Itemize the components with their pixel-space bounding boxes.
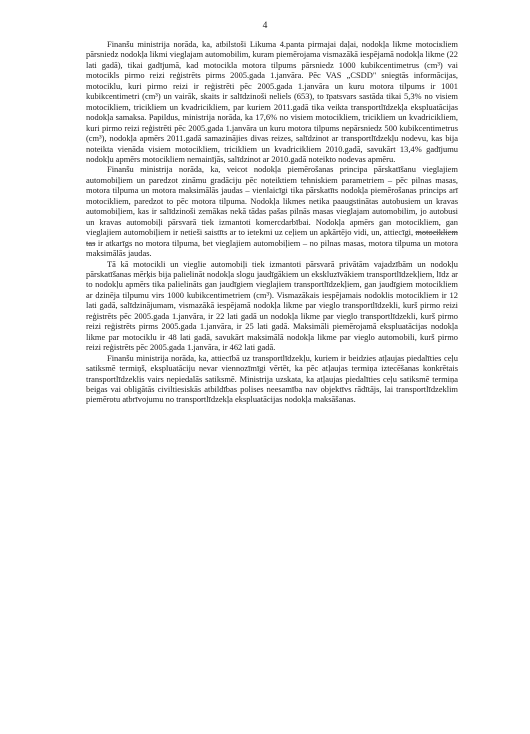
page-number: 4 <box>262 21 268 31</box>
paragraph-text-after: ir atkarīgs no motora tilpuma, bet vieglajiem automobiļiem – no pilnas masas, motora tilpuma un motora maksimālās jaudas. <box>86 237 458 259</box>
paragraph-text-before: Finanšu ministrija norāda, ka, veicot nodokļa piemērošanas principa pārskatīšanu vieglajiem automobiļiem un paredzot zināmu gradāciju pēc noteiktiem tehniskiem parametriem – pēc pilnas masas, motora tilpuma un motora maksimālās jaudas – vienlaicīgi tika pārskatīts nodokļa piemērošanas princips arī motocikliem, paredzot to pēc motora tilpuma. Nodokļa likmes netika paaugstinātas autobusiem un kravas automobiļiem, kas ir salīdzinoši zemākas nekā tādas pašas pilnās masas vieglajam automobilim, jo autobusi un kravas automobiļi pārsvarā tiek izmantoti komercdarbībai. Nodokļa apmērs gan motocikliem, gan vieglajiem automobiļiem ir netieši saistīts ar to ietekmi uz ceļiem un apkārtējo vidi, un, attiecīgi, <box>86 164 458 238</box>
paragraph-permit-expiry: Finanšu ministrija norāda, ka, attiecībā uz transportlīdzekļu, kuriem ir beidzies atļaujas piedalīties ceļu satiksmē termiņš, ekspluatāciju nevar viennozīmīgi vērtēt, ka pēc atļaujas termiņa iztecēšanas konkrētais transportlīdzeklis vairs nepiedalās satiksmē. Ministrija uzskata, ka atļaujas piedalīties ceļu satiksmē termiņa beigas vai obligātās civiltiesiskās atbildības polises neesamība nav objektīvs rādītājs, lai transportlīdzeklim piemērotu atbrīvojumu no transportlīdzekļa ekspluatācijas nodokļa maksāšanas. <box>86 352 458 405</box>
paragraph-motorcycle-tax-rates: Finanšu ministrija norāda, ka, atbilstoši Likuma 4.panta pirmajai daļai, nodokļa likme motociкliem pārsniedz nodokļa likmi vieglajam automobilim, kuram piemērojama vismazākā iespējamā nodokļa likme (22 lati gadā), tikai gadījumā, kad motocikla motora tilpums pārsniedz 1000 kubikcentimetrus (cm³) vai motocikls pirmo reizi reģistrēts pirms 2005.gada 1.janvāra. Pēc VAS „CSDD" sniegtās informācijas, motociklu, kuri pirmo reizi ir reģistrēti pēc 2005.gada 1.janvāra un kuru motora tilpums ir 1001 kubikcentimetri (cm³) un vairāk, skaits ir salīdzinoši neliels (653), to īpatsvars sastāda tikai 5,3% no visiem motocikliem, tricikliem un kvadricikliem, par kuriem 2011.gadā tika veikta transportlīdzekļa ekspluatācijas nodokļa samaksa. Papildus, ministrija norāda, ka 17,6% no visiem motocikliem, tricikliem un kvadricikliem, kuri pirmo reizi reģistrēti pēc 2005.gada 1.janvāra un kuru motora tilpums nepārsniedz 500 kubikcentimetrus (cm³), nodokļa apmērs 2011.gadā samazinājies divas reizes, salīdzinot ar transportlīdzekļu nodevu, kas bija noteikta vienāda visiem motocikliem, tricikliem un kvadricikliem 2010.gadā, savukārt 13,4% gadījumu nodokļu apmērs motocikliem nemainījās, salīdzinot ar 2010.gadā noteikto nodevas apmēru. <box>86 39 458 164</box>
paragraph-private-use-comparison: Tā kā motocikli un vieglie automobiļi tiek izmantoti pārsvarā privātām vajadzībām un nodokļu pārskatīšanas mērķis bija palielināt nodokļa slogu jaudīgākiem un ekskluzīvākiem transportlīdzekļiem, līdz ar to nodokļu apmērs tika palielināts gan jaudīgiem vieglajiem transportlīdzekļiem, gan jaudīgiem motocikliem ar dzinēja tilpumu virs 1000 kubikcentimetriem (cm³). Vismazākais iespējamais nodoklis motocikliem ir 12 lati gadā, salīdzinājumam, vismazākā iespējamā nodokļa likme par vieglo transportlīdzekli, kurš pirmo reizi reģistrēts pēc 2005.gada 1.janvāra, ir 22 lati gadā un nodokļa likme par vieglo transportlīdzekli, kurš pirmo reizi reģistrēts pirms 2005.gada 1.janvāra, ir 25 lati gadā. Maksimāli piemērojamā ekspluatācijas nodokļa likme par motociklu ir 48 lati gadā, savukārt maksimālā nodokļa likme par vieglo automobili, kurš pirmo reizi reģistrēts pēc 2005.gada 1.janvāra, ir 462 lati gadā. <box>86 258 458 353</box>
paragraph-tax-principle-review <box>86 164 458 258</box>
document-body <box>86 39 458 405</box>
struck-through-text: motocikliem tas <box>86 227 458 248</box>
